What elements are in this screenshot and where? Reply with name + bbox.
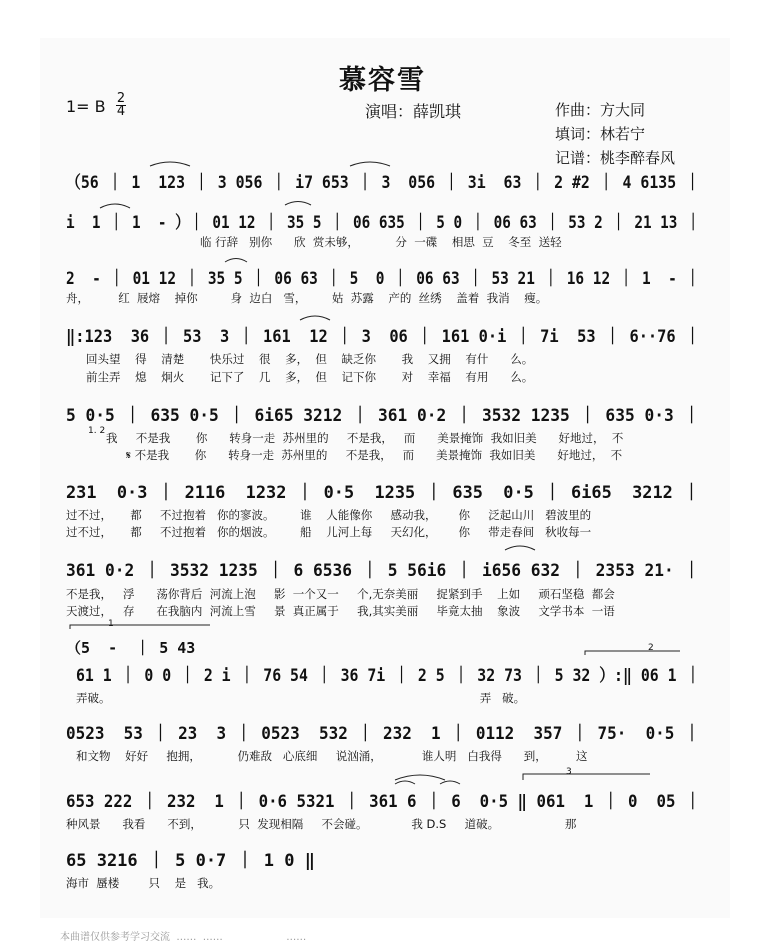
- singer-credit: 演唱：薛凯琪: [365, 102, 462, 121]
- song-title: 慕容雪: [339, 65, 426, 96]
- ending-bracket: [523, 774, 650, 780]
- lyric-line: 临 行辞 别你 欣 赏未够， 分 一碟 相思 豆 冬至 送轻: [200, 235, 562, 249]
- slur: [350, 162, 390, 166]
- lyric-line: 𝄋 不是我 你 转身一走 苏州里的 不是我， 而 美景掩饰 我如旧美 好地过， 不: [126, 448, 623, 462]
- notation-row: （56 ｜ 1 123 ｜ 3 056 ｜ i7 653 ｜ 3 056 ｜ 3i 63 ｜ 2 #2 ｜ 4 6135 ｜: [66, 173, 700, 193]
- lyric-line: 前尘弄 熄 炯火 记下了 几 多， 但 记下你 对 幸福 有用 么。: [86, 370, 534, 384]
- slur: [285, 202, 311, 206]
- lyric-line: 回头望 得 清楚 快乐过 很 多， 但 缺乏你 我 又拥 有什 么。: [86, 352, 534, 366]
- ending-bracket: [70, 625, 210, 629]
- ending-marker: 2: [648, 643, 654, 653]
- notation-row: 653 222 ｜ 232 1 ｜ 0·6 5321 ｜ 361 6 ｜ 6 0·5 ‖ 061 1 ｜ 0 05 ｜: [66, 792, 701, 812]
- lyric-line: 过不过， 都 不过抱着 你的烟波。 船 儿河上每 天幻化， 你 带走春间 秋收每一: [66, 525, 592, 539]
- notation-row: ‖:123 36 ｜ 53 3 ｜ 161 12 ｜ 3 06 ｜ 161 0·i ｜ 7i 53 ｜ 6··76 ｜: [66, 327, 701, 347]
- ending-marker: 3: [566, 767, 572, 777]
- ending-bracket: [585, 651, 680, 655]
- transcriber-credit: 记谱：桃李醉春风: [555, 149, 676, 167]
- notation-prelude: （5 - ｜ 5 43: [66, 639, 196, 657]
- slur: [505, 546, 535, 550]
- notation-row: 65 3216 ｜ 5 0·7 ｜ 1 0 ‖: [66, 851, 315, 871]
- slur: [440, 781, 460, 784]
- notation-row: 2 - ｜ 01 12 ｜ 35 5 ｜ 06 63 ｜ 5 0 ｜ 06 63 ｜ 53 21 ｜ 16 12 ｜ 1 - ｜: [66, 269, 700, 289]
- footer-text: 本曲谱仅供参考学习交流 …… …… ……: [60, 932, 307, 943]
- slur: [300, 316, 330, 320]
- slur: [225, 259, 247, 263]
- lyric-line: 舟， 红 屐熔 掉你 身 边白 雪， 姑 苏露 产的 丝绣 盖着 我消 瘦。: [66, 291, 548, 305]
- ending-marker: 1. 2: [88, 426, 106, 436]
- composer-credit: 作曲：方大同: [555, 101, 646, 119]
- lyric-line: 种风景 我看 不到， 只 发现相隔 不会碰。 我 D.S 道破。 那: [66, 817, 577, 831]
- slur: [395, 781, 415, 784]
- lyric-line: 天渡过， 存 在我脑内 河流上雪 景 真正属于 我,其实美丽 毕竟太抽 象波 文学书本 一语: [66, 604, 615, 618]
- notation-row: i 1 ｜ 1 - ）｜ 01 12 ｜ 35 5 ｜ 06 635 ｜ 5 0 ｜ 06 63 ｜ 53 2 ｜ 21 13 ｜: [66, 213, 701, 233]
- notation-row: 61 1 ｜ 0 0 ｜ 2 i ｜ 76 54 ｜ 36 7i ｜ 2 5 ｜ 32 73 ｜ 5 32 ）:‖ 06 1 ｜: [76, 666, 701, 686]
- time-signature-top: 2: [116, 91, 126, 106]
- lyric-line: 弄破。 弄 破。: [76, 691, 526, 705]
- lyric-line: 不是我， 浮 荡你背后 河流上泡 影 一个又一 个,无奈美丽 捉紧到手 上如 顽石坚稳 都会: [66, 587, 615, 601]
- lyricist-credit: 填词：林若宁: [555, 125, 646, 143]
- notation-row: 361 0·2 ｜ 3532 1235 ｜ 6 6536 ｜ 5 56i6 ｜ i656 632 ｜ 2353 21· ｜: [66, 561, 700, 581]
- slur: [100, 204, 130, 208]
- ending-marker: 1: [108, 619, 114, 629]
- notation-row: 0523 53 ｜ 23 3 ｜ 0523 532 ｜ 232 1 ｜ 0112 357 ｜ 75· 0·5 ｜: [66, 724, 700, 744]
- slur: [395, 775, 445, 780]
- notation-row: 231 0·3 ｜ 2116 1232 ｜ 0·5 1235 ｜ 635 0·5 ｜ 6i65 3212 ｜: [66, 483, 700, 503]
- notation-row: 5 0·5 ｜ 635 0·5 ｜ 6i65 3212 ｜ 361 0·2 ｜ 3532 1235 ｜ 635 0·3 ｜: [66, 406, 700, 426]
- lyric-line: 和文物 好好 抱拥， 仍难敌 心底细 说汹涌， 谁人明 白我得 到， 这: [76, 749, 588, 763]
- lyric-line: 海市 蜃楼 只 是 我。: [66, 876, 221, 890]
- lyric-line: 我 不是我 你 转身一走 苏州里的 不是我， 而 美景掩饰 我如旧美 好地过， 不: [106, 431, 624, 445]
- slur: [150, 162, 190, 166]
- key-signature: 1= B: [66, 97, 106, 116]
- time-signature-bottom: 4: [116, 104, 126, 119]
- lyric-line: 过不过， 都 不过抱着 你的寥波。 谁 人能像你 感动我， 你 泛起山川 碧波里的: [66, 508, 592, 522]
